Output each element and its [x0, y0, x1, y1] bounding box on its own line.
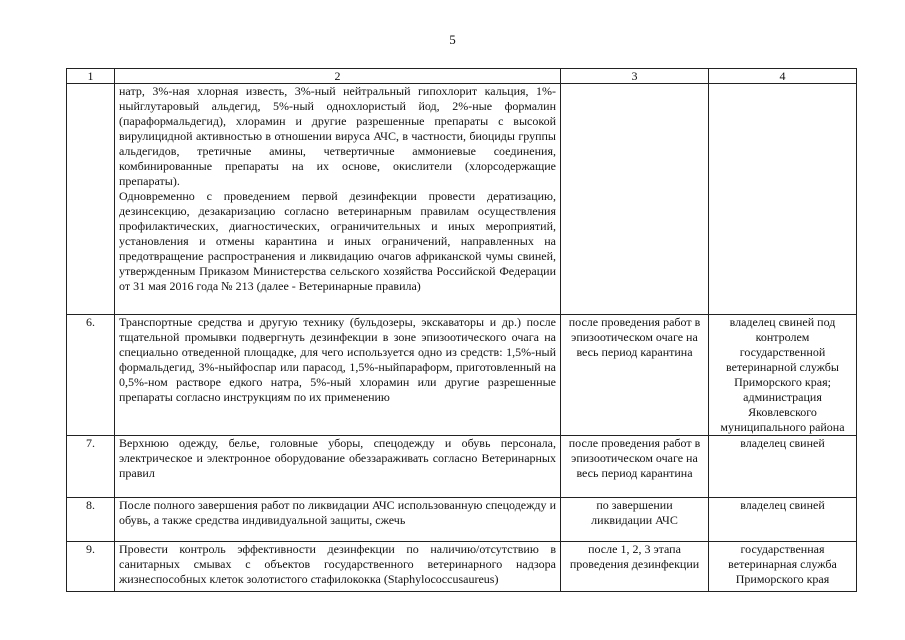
measure-text [115, 542, 561, 592]
measure-text [115, 436, 561, 498]
deadline-cell [561, 84, 709, 315]
measure-text [115, 498, 561, 542]
row-number: 7. [67, 436, 115, 498]
measure-paragraph: Транспортные средства и другую технику (бульдозеры, экскаваторы и др.) после тщательной промывки подвергнуть дезинфекции в зоне эпизоотического очага на специально отведенной площадке, для чего используется одно из средств: 1,5%-ный формальдегид, 3%-ныйфоспар или парасод, 1,5%-ныйпараформ, приготовленный на 0,5%-ном растворе едкого натра, 5%-ный хлорамин или другие разрешенные препараты согласно инструкциям по их применению [119, 315, 556, 404]
measure-text [115, 84, 561, 315]
page-number: 5 [449, 32, 456, 47]
row-number: 9. [67, 542, 115, 592]
measure-paragraph: натр, 3%-ная хлорная известь, 3%-ный нейтральный гипохлорит кальция, 1%-ныйглутаровый альдегид, 5%-ный однохлористый йод, 2%-ные формалин (параформальдегид), хлорамин и другие разрешенные препараты с высокой вирулицидной активностью в отношении вируса АЧС, в частности, биоциды группы альдегидов, третичные амины, четвертичные аммониевые соединения, комбинированные препараты на их основе, окислители (хлорсодержащие препараты). [119, 84, 556, 188]
measures-table [66, 68, 857, 592]
measure-paragraph: Провести контроль эффективности дезинфекции по наличию/отсутствию в санитарных смывах с объектов государственного ветеринарного надзора жизнеспособных клеток золотистого стафилококка (Staphylococcusaureus) [119, 542, 556, 586]
header-col-3: 3 [561, 69, 709, 84]
deadline-cell: после проведения работ в эпизоотическом очаге на весь период карантина [561, 315, 709, 436]
header-col-4: 4 [709, 69, 857, 84]
deadline-cell: по завершении ликвидации АЧС [561, 498, 709, 542]
table-row [67, 84, 857, 315]
deadline-cell: после 1, 2, 3 этапа проведения дезинфекции [561, 542, 709, 592]
header-col-2: 2 [115, 69, 561, 84]
measure-paragraph: Одновременно с проведением первой дезинфекции провести дератизацию, дезинсекцию, дезакаризацию согласно ветеринарным правилам осуществления профилактических, диагностических, ограничительных и иных мероприятий, установления и отмены карантина и иных ограничений, направленных на предотвращение распространения и ликвидацию очагов африканской чумы свиней, утвержденным Приказом Министерства сельского хозяйства Российской Федерации от 31 мая 2016 года № 213 (далее - Ветеринарные правила) [119, 189, 556, 293]
responsible-cell: владелец свиней [709, 498, 857, 542]
measure-text [115, 315, 561, 436]
table-row [67, 542, 857, 592]
table-row [67, 498, 857, 542]
row-number: 6. [67, 315, 115, 436]
deadline-cell: после проведения работ в эпизоотическом очаге на весь период карантина [561, 436, 709, 498]
row-number: 8. [67, 498, 115, 542]
measure-paragraph: После полного завершения работ по ликвидации АЧС использованную спецодежду и обувь, а также средства индивидуальной защиты, сжечь [119, 498, 556, 527]
responsible-cell: владелец свиней под контролем государственной ветеринарной службы Приморского края; администрация Яковлевского муниципального района [709, 315, 857, 436]
measure-paragraph: Верхнюю одежду, белье, головные уборы, спецодежду и обувь персонала, электрическое и электронное оборудование обеззараживать согласно Ветеринарных правил [119, 436, 556, 480]
table-row [67, 436, 857, 498]
table-row [67, 315, 857, 436]
responsible-cell [709, 84, 857, 315]
header-col-1: 1 [67, 69, 115, 84]
responsible-cell: государственная ветеринарная служба Приморского края [709, 542, 857, 592]
responsible-cell: владелец свиней [709, 436, 857, 498]
row-number [67, 84, 115, 315]
table-header-row [67, 69, 857, 84]
